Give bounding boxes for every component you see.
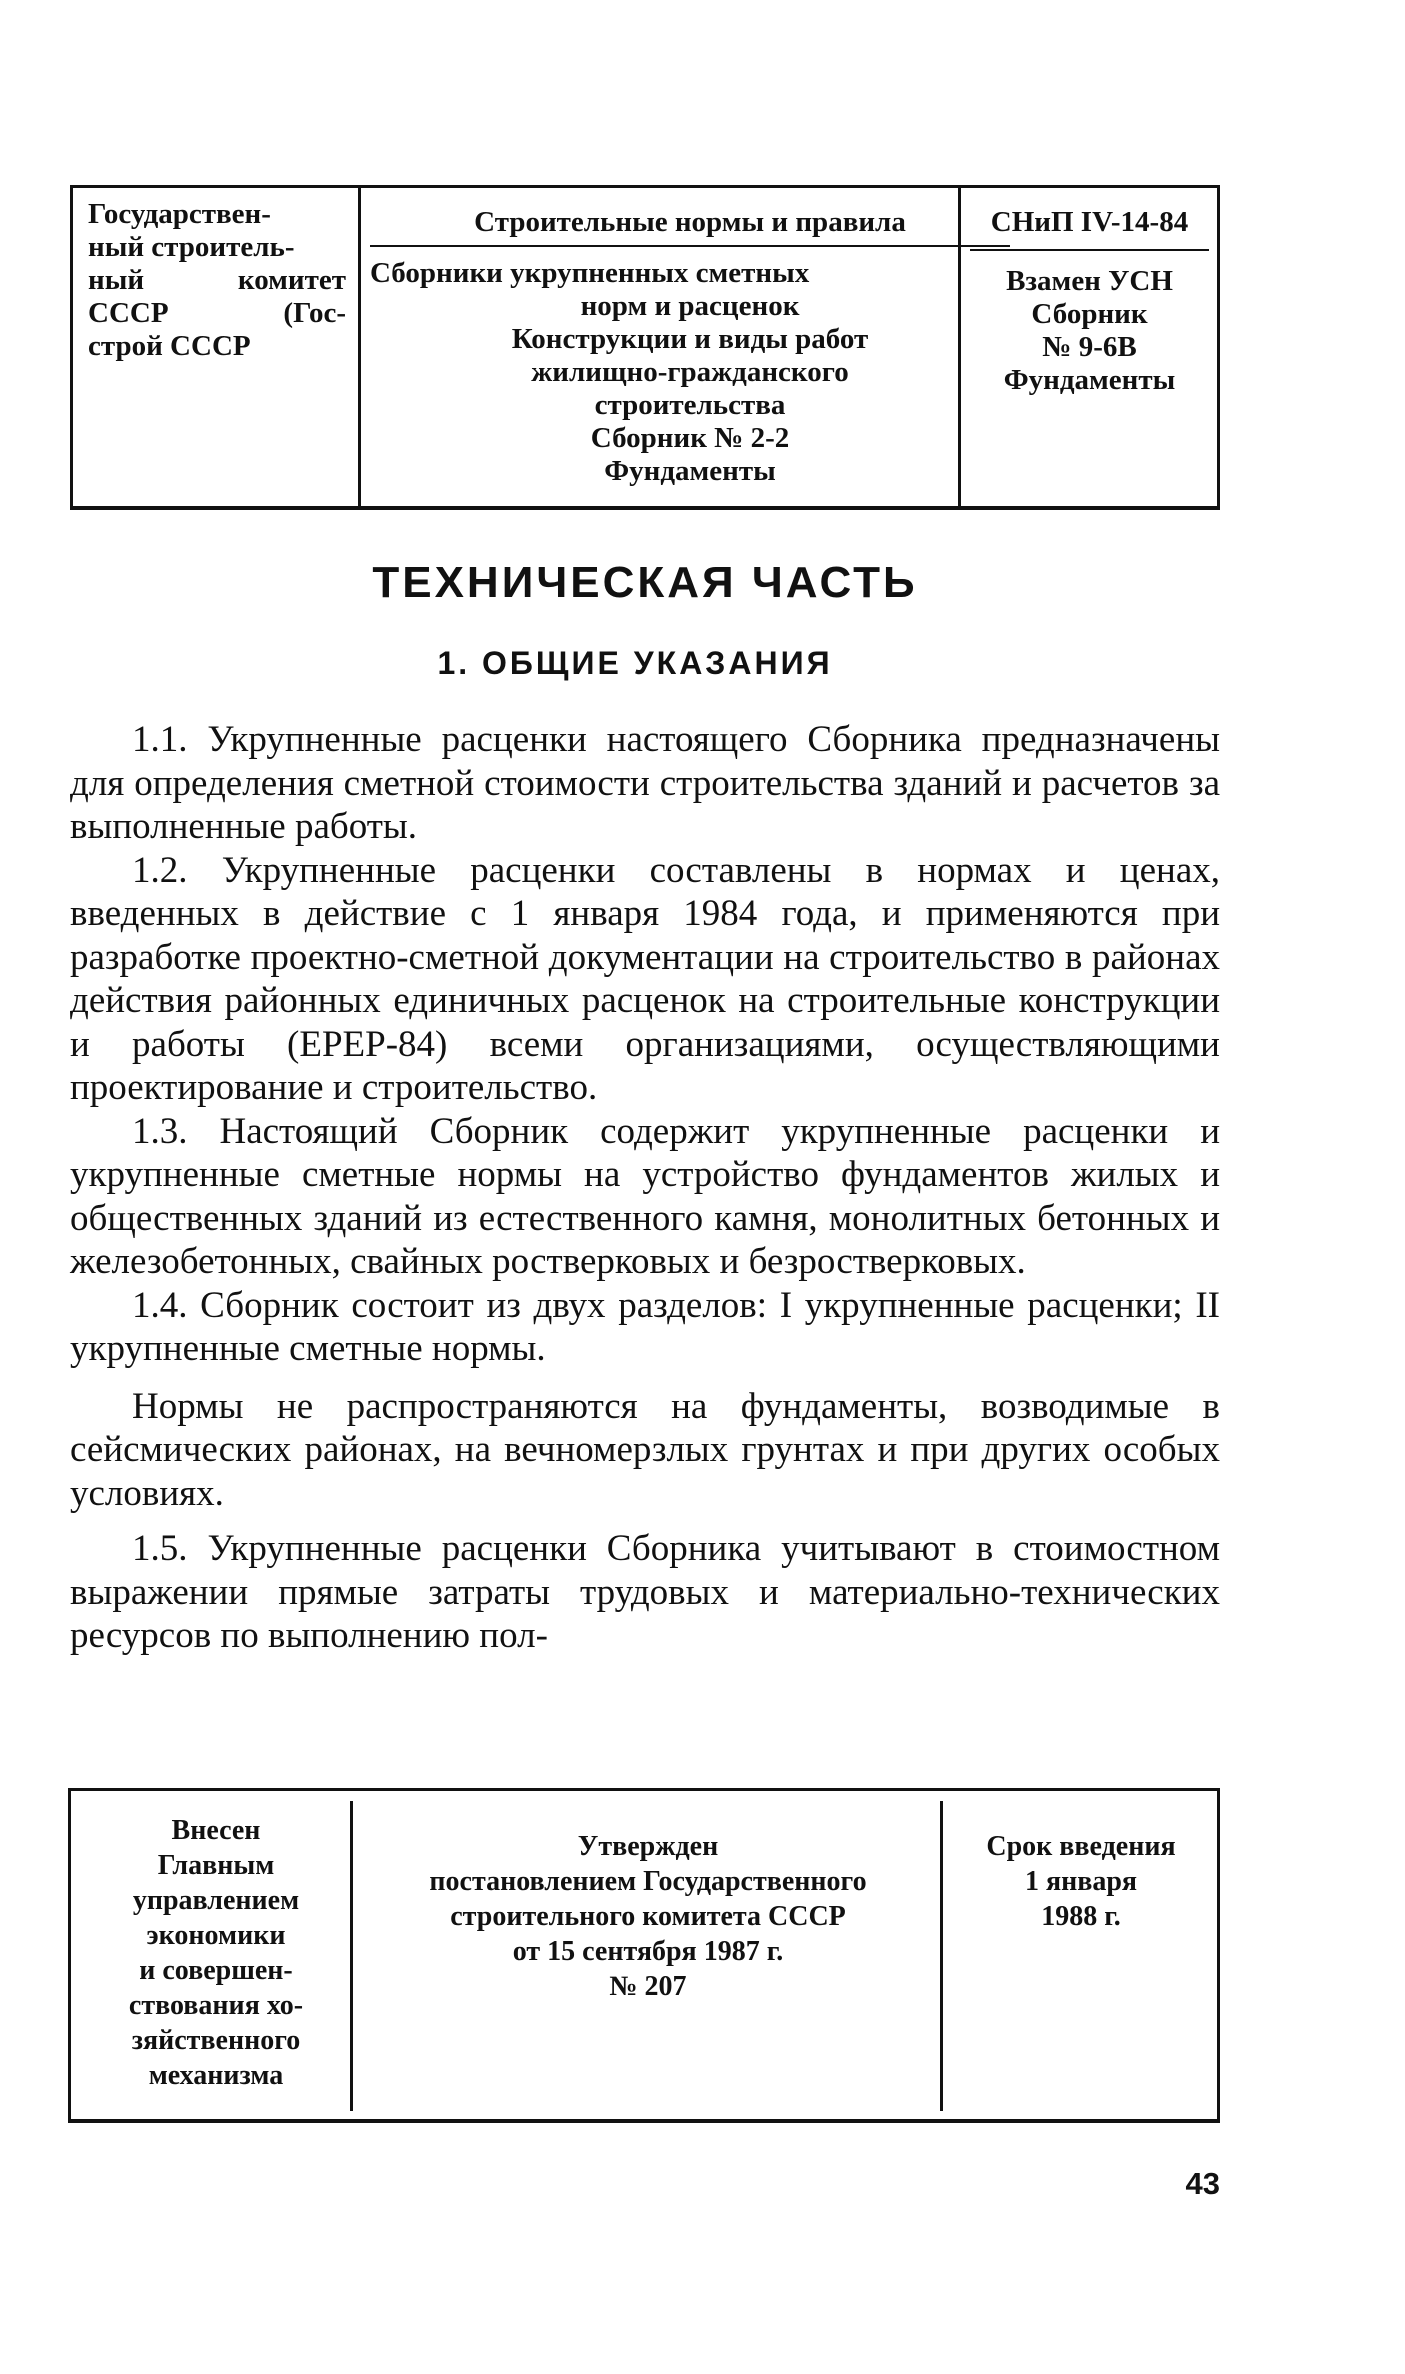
effective-date-line: 1988 г. <box>1041 1901 1121 1932</box>
approved-line: постановлением Государственного <box>429 1866 867 1897</box>
body-text <box>70 718 1220 1658</box>
effective-label: Срок введения <box>986 1831 1176 1862</box>
header-rule <box>970 249 1209 251</box>
collection-subject: Фундаменты <box>604 455 776 487</box>
authority-line <box>88 297 346 330</box>
submitted-line: Внесен <box>171 1815 261 1846</box>
submitted-line: экономики <box>146 1920 286 1951</box>
paragraph: 1.1. Укрупненные расценки настоящего Сборника предназначены для определения сметной стоимости строительства зданий и расчетов за выполненные работы. <box>70 719 1220 847</box>
paragraph: 1.4. Сборник состоит из двух разделов: I укрупненные расценки; II укрупненные сметные нормы. <box>70 1284 1220 1369</box>
paragraph: Нормы не распространяются на фундаменты, возводимые в сейсмических районах, на вечномерзлых грунтах и при других особых условиях. <box>70 1385 1220 1514</box>
issuing-authority <box>88 198 346 363</box>
authority-line <box>88 264 346 297</box>
header-right-border <box>1217 188 1220 506</box>
replaces-line: Фундаменты <box>1003 364 1176 396</box>
submitted-line: зяйственного <box>131 2025 301 2056</box>
approved-date: от 15 сентября 1987 г. <box>512 1936 784 1967</box>
collection-title-line: жилищно-гражданского <box>531 356 849 388</box>
approved-by <box>358 1829 938 2004</box>
footer-right-border <box>1217 1791 1220 2119</box>
header-table <box>70 185 1220 510</box>
collection-title-line: строительства <box>594 389 786 421</box>
footer-divider-2 <box>940 1801 943 2111</box>
page-title: ТЕХНИЧЕСКАЯ ЧАСТЬ <box>372 558 918 607</box>
replaces-line: Сборник <box>1031 298 1148 330</box>
authority-line: Государствен- <box>88 198 271 230</box>
replaces-line: № 9-6В <box>1042 331 1137 363</box>
header-divider-1 <box>358 188 361 506</box>
document-code: СНиП IV-14-84 <box>990 206 1189 238</box>
approved-line: Утвержден <box>577 1831 719 1862</box>
collection-title-line: норм и расценок <box>580 290 800 322</box>
approval-number: № 207 <box>609 1971 687 2002</box>
paragraph: 1.5. Укрупненные расценки Сборника учитывают в стоимостном выражении прямые затраты трудовых и материально-технических ресурсов по выполнению пол- <box>70 1528 1220 1656</box>
authority-word: СССР <box>88 297 169 329</box>
submitted-line: и совершен- <box>139 1955 293 1986</box>
header-left-border <box>70 188 73 506</box>
authority-line: ный строитель- <box>88 231 295 263</box>
footer-left-border <box>68 1791 71 2119</box>
document-category: Строительные нормы и правила <box>474 206 906 238</box>
paragraph: 1.2. Укрупненные расценки составлены в нормах и ценах, введенных в действие с 1 января 1984 года, и применяются при разработке проектно-сметной документации на строительство в районах действия районных единичных расценок на строительные конструкции и работы (ЕРЕР-84) всеми организациями, осуществляющими проектирование и строительство. <box>70 849 1220 1108</box>
approval-table <box>68 1788 1220 2123</box>
replaces-line: Взамен УСН <box>1006 265 1173 297</box>
collection-title-line: Конструкции и виды работ <box>511 323 869 355</box>
paragraph: 1.3. Настоящий Сборник содержит укрупненные расценки и укрупненные сметные нормы на устройство фундаментов жилых и общественных зданий из естественного камня, монолитных бетонных и железобетонных, свайных ростверковых и безростверковых. <box>70 1110 1220 1282</box>
submitted-line: управлением <box>132 1885 300 1916</box>
page-number: 43 <box>1185 2166 1220 2201</box>
effective-date-line: 1 января <box>1024 1866 1138 1897</box>
footer-divider-1 <box>350 1801 353 2111</box>
effective-date <box>946 1829 1216 1934</box>
submitted-by <box>82 1813 350 2093</box>
submitted-line: механизма <box>148 2060 284 2091</box>
collection-number: Сборник № 2-2 <box>590 422 790 454</box>
approved-line: строительного комитета СССР <box>450 1901 846 1932</box>
collection-title-line: Сборники укрупненных сметных <box>370 257 810 289</box>
submitted-line: ствования хо- <box>128 1990 304 2021</box>
authority-word: (Гос- <box>283 297 346 329</box>
section-heading: 1. ОБЩИЕ УКАЗАНИЯ <box>437 645 833 681</box>
submitted-line: Главным <box>157 1850 275 1881</box>
document-type-cell <box>370 206 1010 488</box>
document-code-cell <box>962 206 1217 397</box>
authority-line: строй СССР <box>88 330 251 362</box>
header-rule <box>370 245 1010 247</box>
authority-word: комитет <box>237 264 346 296</box>
authority-word: ный <box>88 264 145 296</box>
